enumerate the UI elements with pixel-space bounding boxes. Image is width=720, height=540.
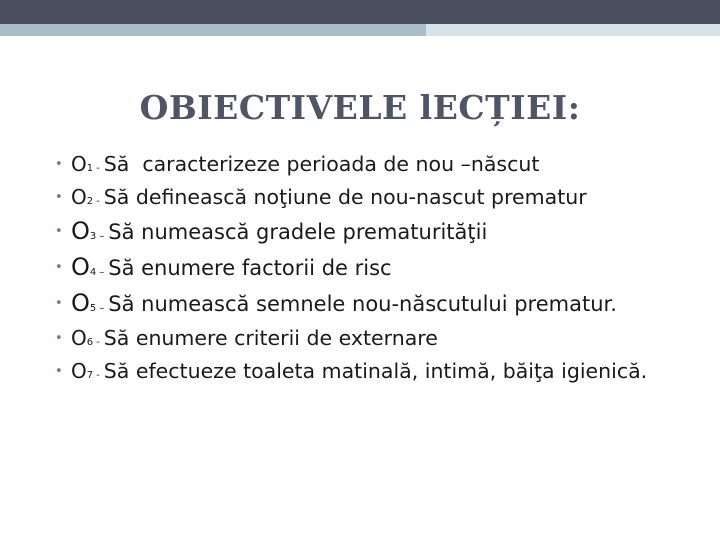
objective-separator: – — [99, 267, 105, 278]
objective-separator: - — [96, 370, 100, 381]
objective-code: O — [71, 326, 87, 350]
objective-code: O — [71, 359, 87, 383]
objective-number: 3 — [89, 231, 97, 242]
objective-text: Să numească semnele nou-născutului prematur. — [108, 292, 617, 316]
objective-code: O — [71, 217, 90, 245]
bullet-icon: • — [55, 331, 63, 346]
objective-text: Să definească noţiune de nou-nascut prematur — [103, 185, 587, 209]
objective-text: Să numească gradele prematurităţii — [108, 220, 488, 244]
list-item — [52, 216, 692, 252]
objective-number: 7 — [86, 370, 94, 381]
header-bar — [0, 0, 720, 24]
bullet-icon: • — [55, 157, 63, 172]
slide-title: OBIECTIVELE lECȚIEI: — [139, 88, 581, 127]
bullet-icon: • — [55, 296, 63, 311]
list-item — [52, 150, 692, 183]
objective-number: 4 — [89, 267, 97, 278]
objective-text: Să enumere factorii de risc — [108, 256, 392, 280]
bullet-icon: • — [55, 364, 63, 379]
objective-number: 1 — [86, 163, 94, 174]
bullet-icon: • — [55, 224, 63, 239]
bullet-icon: • — [55, 260, 63, 275]
objective-code: O — [71, 289, 90, 317]
objective-number: 5 — [89, 303, 97, 314]
objective-number: 6 — [86, 337, 94, 348]
objective-separator: - — [96, 196, 100, 207]
list-item — [52, 357, 692, 390]
objective-text: Să caracterizeze perioada de nou –născut — [103, 152, 540, 176]
accent-strip-left — [0, 24, 426, 36]
list-item — [52, 288, 692, 324]
list-item — [52, 183, 692, 216]
objective-code: O — [71, 185, 87, 209]
objective-number: 2 — [86, 196, 94, 207]
objective-text: Să efectueze toaleta matinală, intimă, băiţa igienică. — [103, 359, 648, 383]
objective-code: O — [71, 152, 87, 176]
objective-code: O — [71, 253, 90, 281]
objective-separator: - — [96, 163, 100, 174]
objectives-list — [52, 150, 692, 390]
objective-text: Să enumere criterii de externare — [103, 326, 438, 350]
objective-separator: - — [96, 337, 100, 348]
list-item — [52, 252, 692, 288]
bullet-icon: • — [55, 190, 63, 205]
objective-separator: – — [99, 231, 105, 242]
list-item — [52, 324, 692, 357]
objective-separator: – — [99, 303, 105, 314]
